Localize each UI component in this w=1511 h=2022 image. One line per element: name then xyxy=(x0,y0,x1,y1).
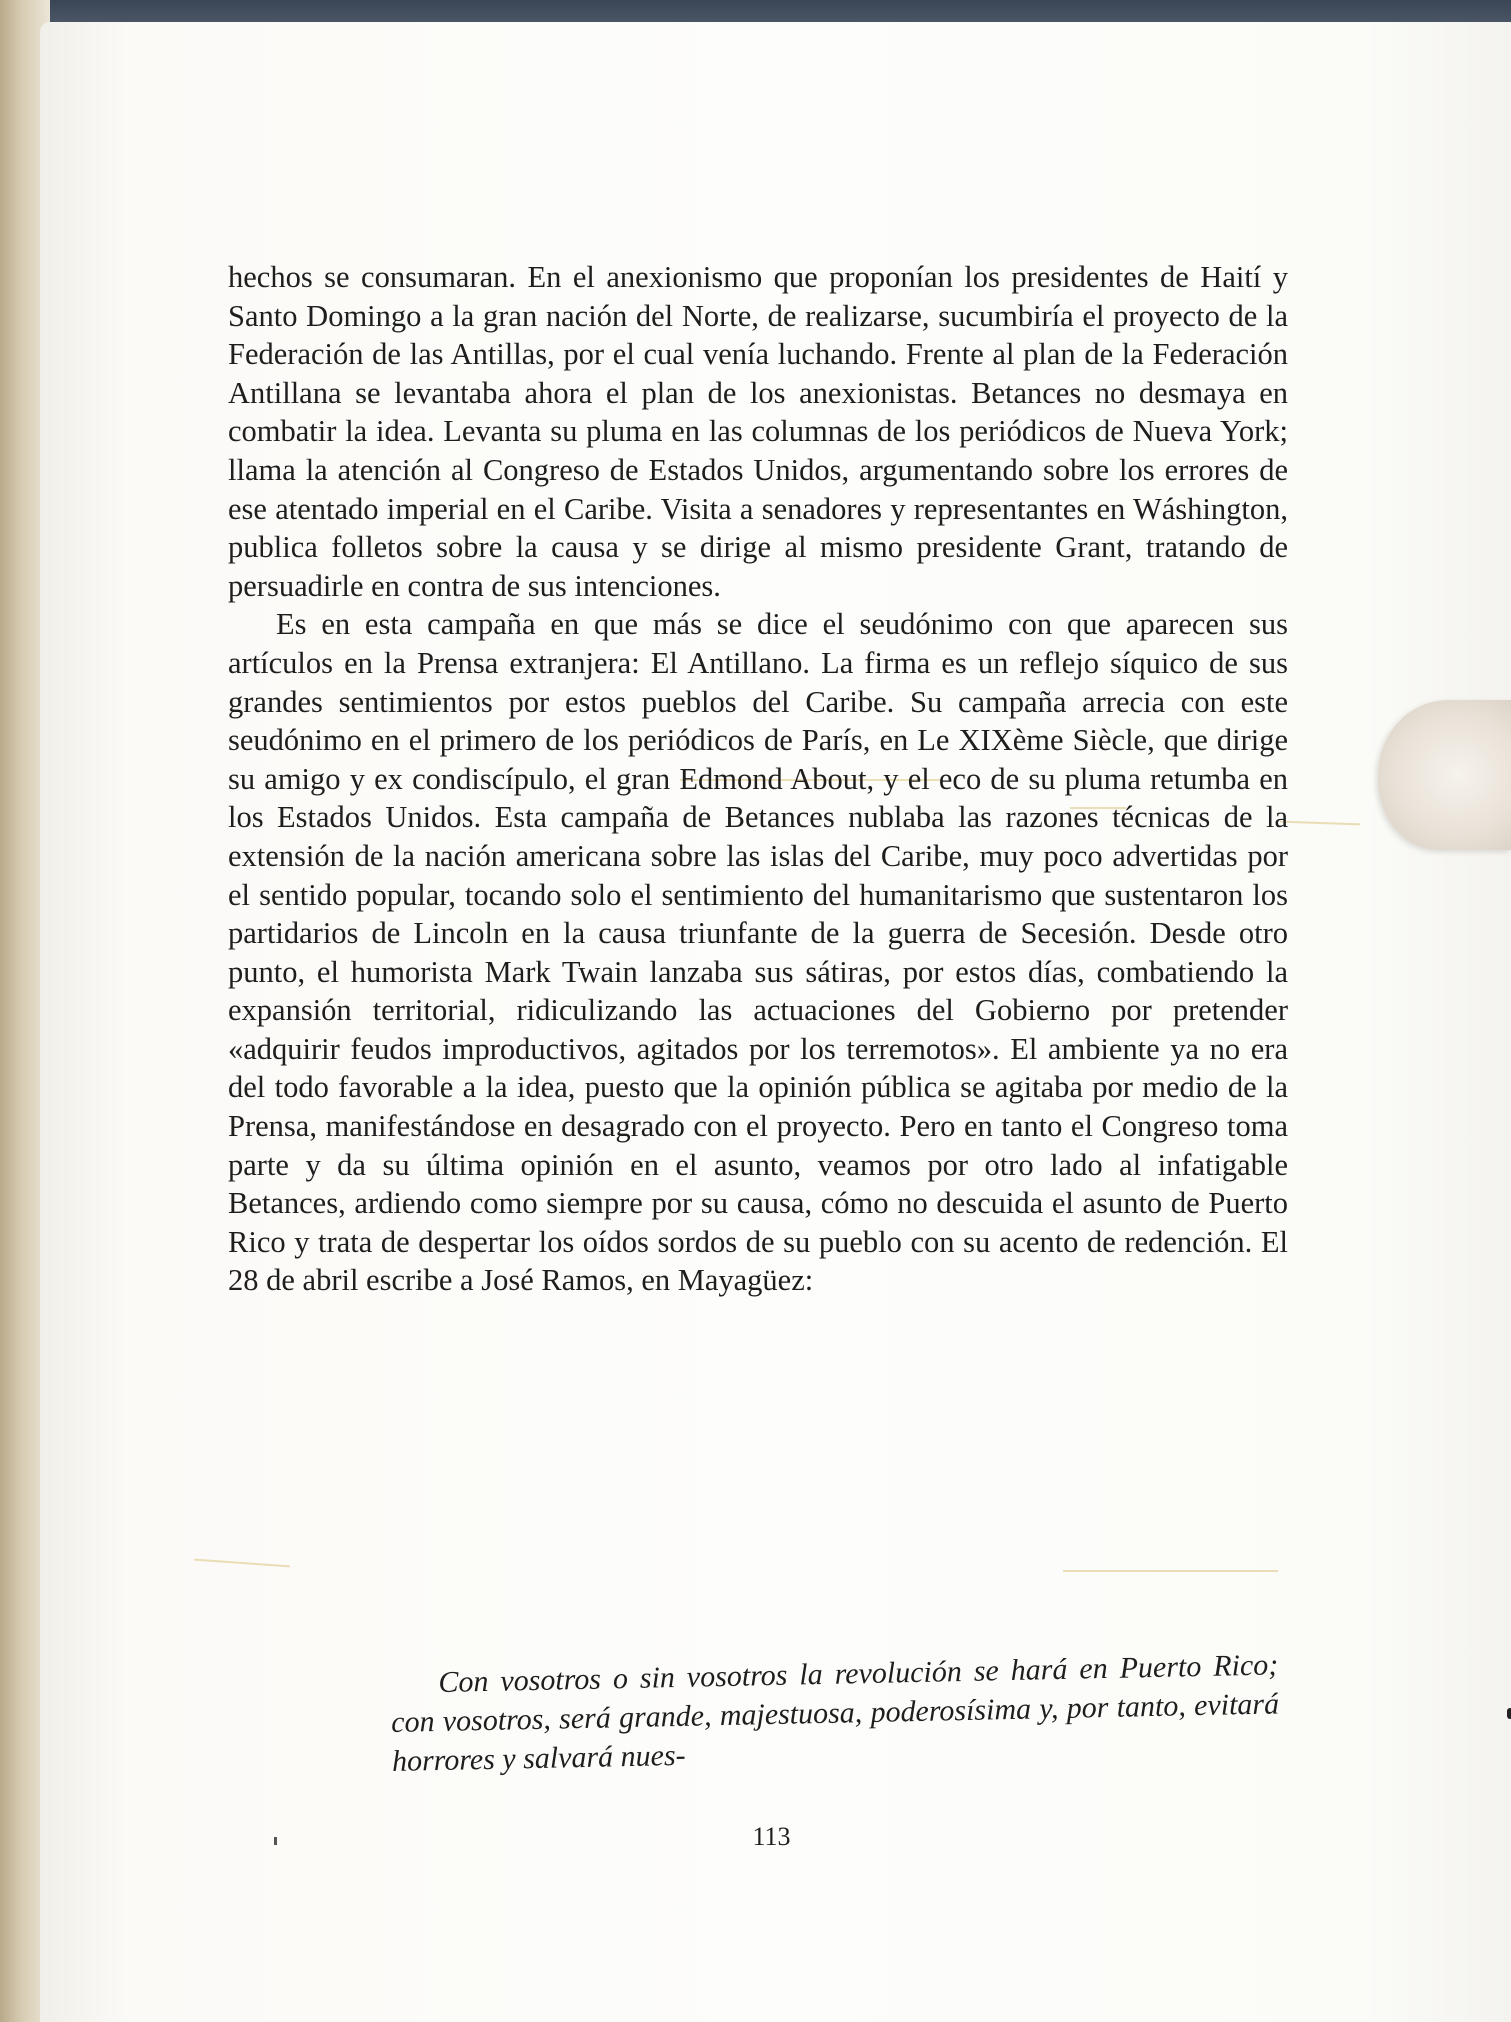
pencil-stroke xyxy=(1280,821,1360,826)
pencil-underline xyxy=(194,1559,290,1568)
page-number-label: 113 xyxy=(752,1822,791,1851)
quote-text: Con vosotros o sin vosotros la revolución se hará en Puerto Rico; con vosotros, será grande, majestuosa, poderosísima y, por tanto, evitará horrores y salvará nues- xyxy=(390,1648,1280,1778)
body-text xyxy=(228,258,1288,1300)
paragraph-2: Es en esta campaña en que más se dice el seudónimo con que aparecen sus artículos en la Prensa extranjera: El Antillano. La firma es un reflejo síquico de sus grandes sentimientos por estos pueblos del Caribe. Su campaña arrecia con este seudónimo en el primero de los periódicos de París, en Le XIXème Siècle, que dirige su amigo y ex condiscípulo, el gran Edmond About, y el eco de su pluma retumba en los Estados Unidos. Esta campaña de Betances nublaba las razones técnicas de la extensión de la nación americana sobre las islas del Caribe, muy poco advertidas por el sentido popular, tocando solo el sentimiento del humanitarismo que sustentaron los partidarios de Lincoln en la causa triunfante de la guerra de Secesión. Desde otro punto, el humorista Mark Twain lanzaba sus sátiras, por estos días, combatiendo la expansión territorial, ridiculizando las actuaciones del Gobierno por pretender «adquirir feudos improductivos, agitados por los terremotos». El ambiente ya no era del todo favorable a la idea, puesto que la opinión pública se agitaba por medio de la Prensa, manifestándose en desagrado con el proyecto. Pero en tanto el Congreso toma parte y da su última opinión en el asunto, veamos por otro lado al infatigable Betances, ardiendo como siempre por su causa, cómo no descuida el asunto de Puerto Rico y trata de despertar los oídos sordos de su pueblo con su acento de redención. El 28 de abril escribe a José Ramos, en Mayagüez: xyxy=(228,607,1288,1298)
ink-dot xyxy=(1507,1708,1511,1719)
ink-dot xyxy=(274,1837,277,1845)
pencil-underline xyxy=(1063,1570,1278,1572)
book-page xyxy=(40,22,1511,2022)
page-corner-bookmark xyxy=(1378,700,1511,850)
block-quote xyxy=(390,1645,1280,1781)
paragraph-1: hechos se consumaran. En el anexionismo que proponían los presidentes de Haití y Santo Domingo a la gran nación del Norte, de realizarse, sucumbiría el proyecto de la Federación de las Antillas, por el cual venía luchando. Frente al plan de la Federación Antillana se levantaba ahora el plan de los anexionistas. Betances no desmaya en combatir la idea. Levanta su pluma en las columnas de los periódicos de Nueva York; llama la atención al Congreso de Estados Unidos, argumentando sobre los errores de ese atentado imperial en el Caribe. Visita a senadores y representantes en Wáshington, publica folletos sobre la causa y se dirige al mismo presidente Grant, tratando de persuadirle en contra de sus intenciones. xyxy=(228,260,1288,603)
page-number xyxy=(40,1822,1511,1852)
